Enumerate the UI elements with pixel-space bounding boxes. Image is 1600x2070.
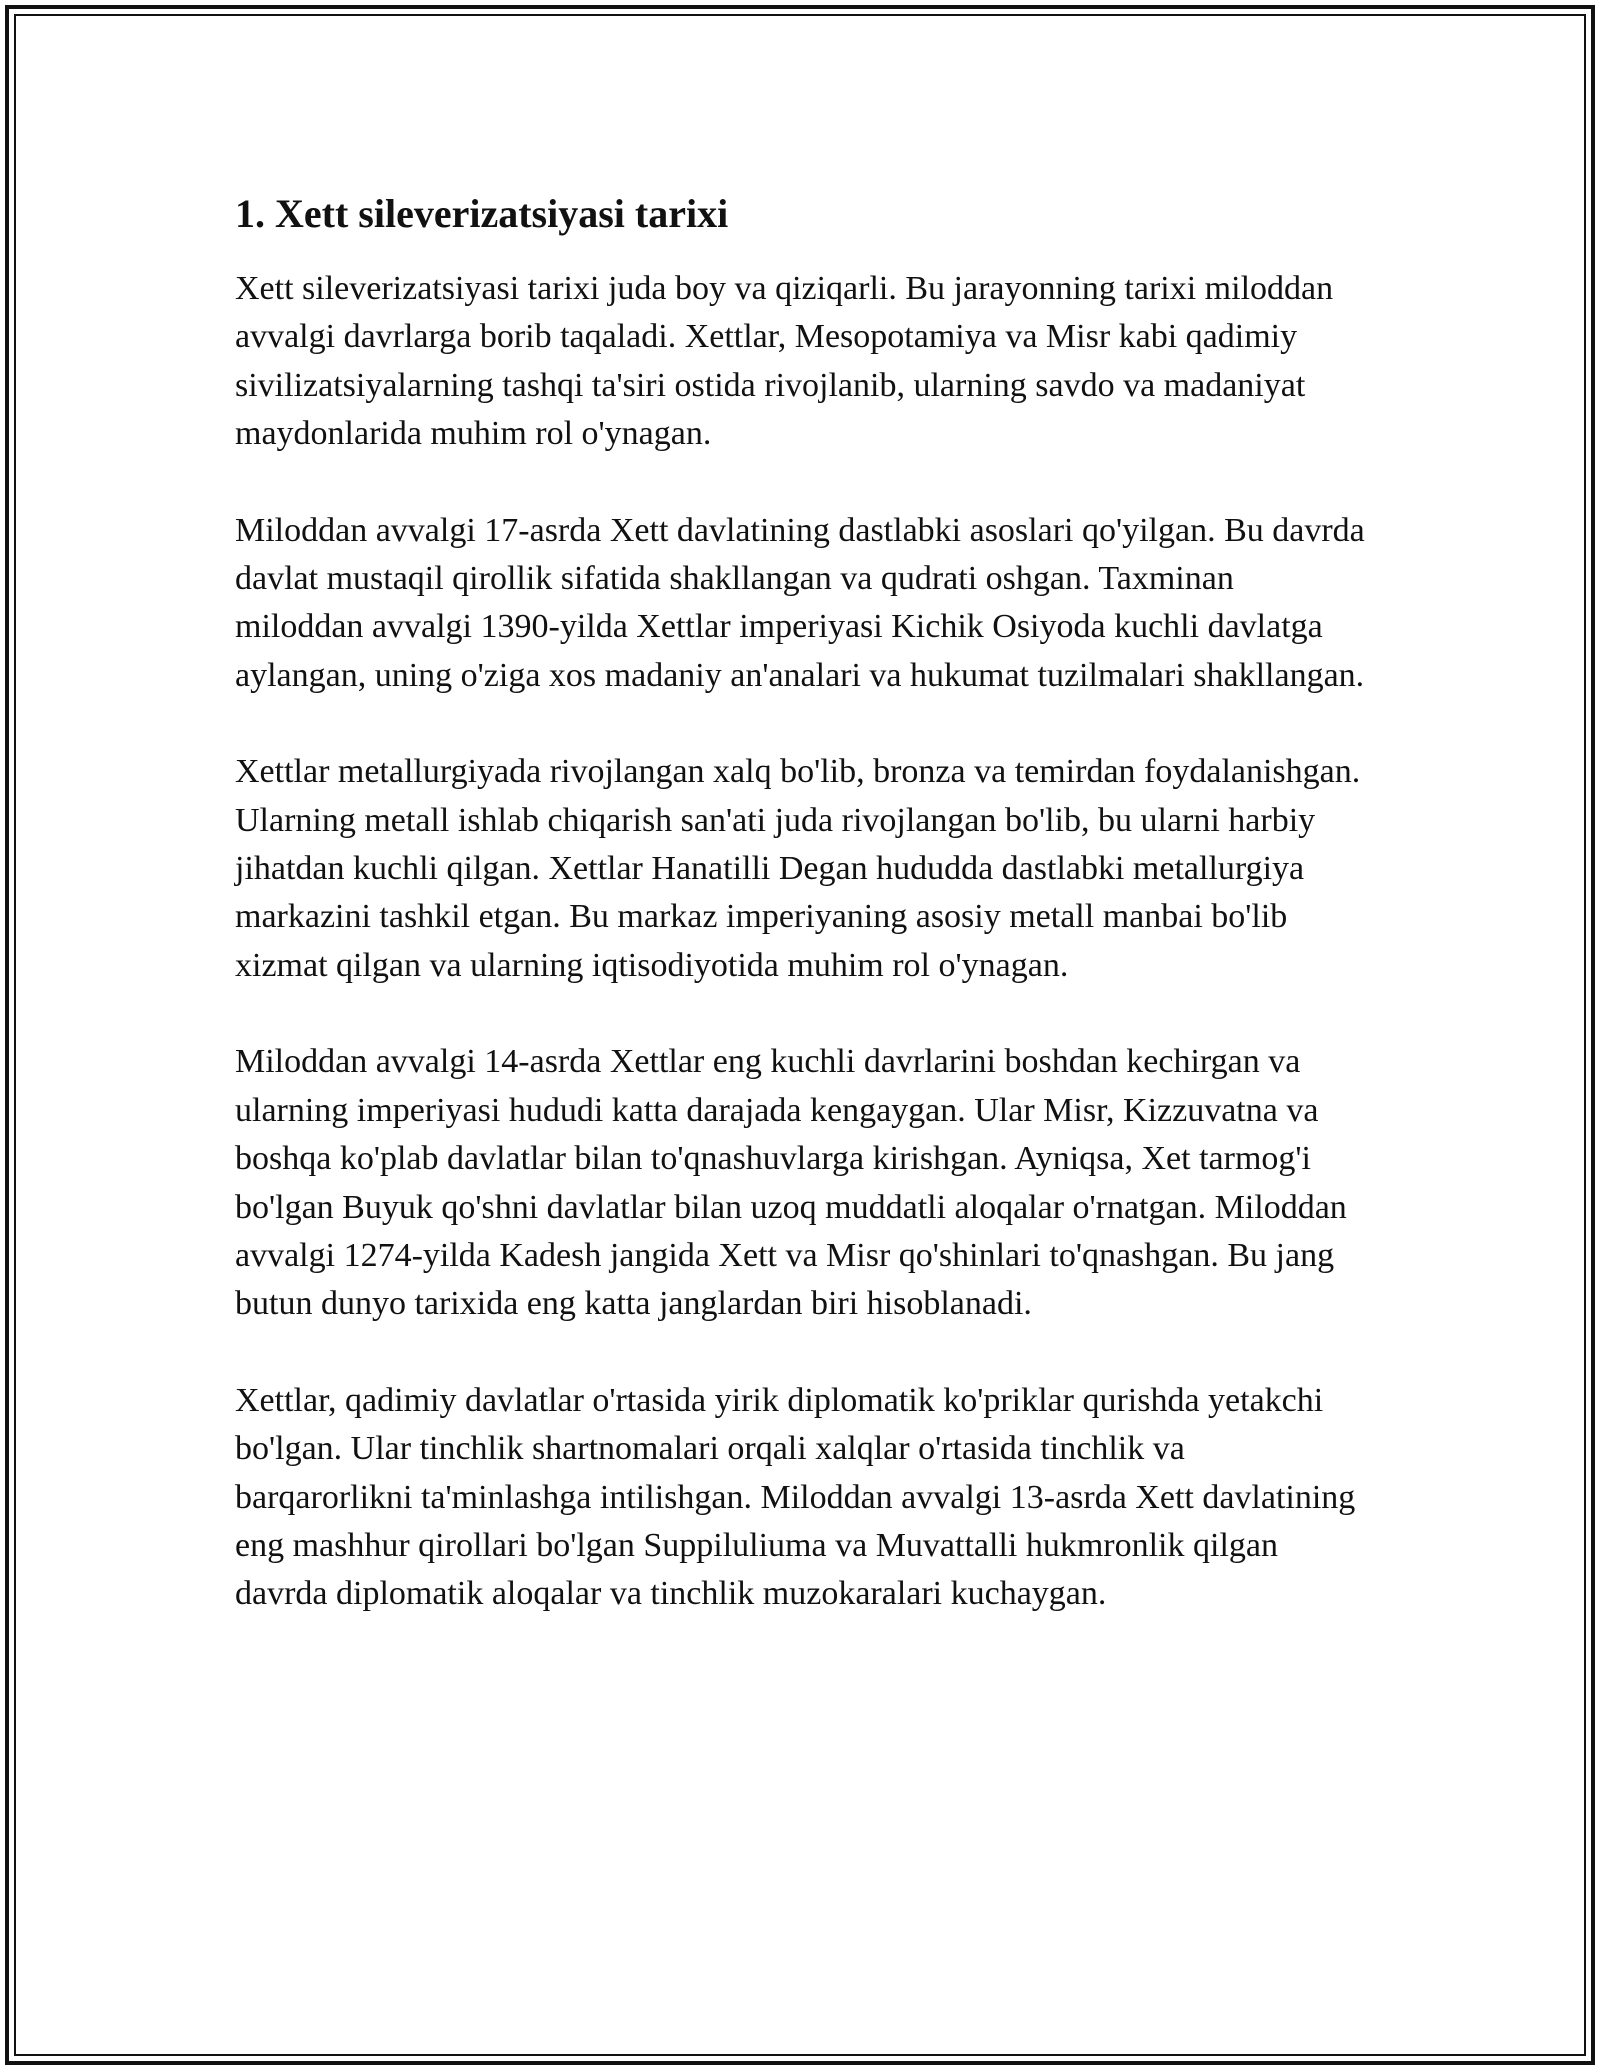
- paragraph-5: Xettlar, qadimiy davlatlar o'rtasida yirik diplomatik ko'priklar qurishda yetakchi bo'lgan. Ular tinchlik shartnomalari orqali xalqlar o'rtasida tinchlik va barqarorlikni ta'minlashga intilishgan. Miloddan avvalgi 13-asrda Xett davlatining eng mashhur qirollari bo'lgan Suppiluliuma va Muvattalli hukmronlik qilgan davrda diplomatik aloqalar va tinchlik muzokaralari kuchaygan.: [235, 1381, 1356, 1613]
- document-body: [235, 185, 1365, 1667]
- paragraph-2: Miloddan avvalgi 17-asrda Xett davlatining dastlabki asoslari qo'yilgan. Bu davrda davlat mustaqil qirollik sifatida shakllangan va qudrati oshgan. Taxminan miloddan avvalgi 1390-yilda Xettlar imperiyasi Kichik Osiyoda kuchli davlatga aylangan, uning o'ziga xos madaniy an'analari va hukumat tuzilmalari shakllangan.: [235, 511, 1365, 694]
- section-heading: 1. Xett sileverizatsiyasi tarixi: [235, 191, 729, 236]
- paragraph-3: Xettlar metallurgiyada rivojlangan xalq bo'lib, bronza va temirdan foydalanishgan. Ularning metall ishlab chiqarish san'ati juda rivojlangan bo'lib, bu ularni harbiy jihatdan kuchli qilgan. Xettlar Hanatilli Degan hududda dastlabki metallurgiya markazini tashkil etgan. Bu markaz imperiyaning asosiy metall manbai bo'lib xizmat qilgan va ularning iqtisodiyotida muhim rol o'ynagan.: [235, 753, 1361, 984]
- paragraph-4: Miloddan avvalgi 14-asrda Xettlar eng kuchli davrlarini boshdan kechirgan va ularning imperiyasi hududi katta darajada kengaygan. Ular Misr, Kizzuvatna va boshqa ko'plab davlatlar bilan to'qnashuvlarga kirishgan. Ayniqsa, Xet tarmog'i bo'lgan Buyuk qo'shni davlatlar bilan uzoq muddatli aloqalar o'rnatgan. Miloddan avvalgi 1274-yilda Kadesh jangida Xett va Misr qo'shinlari to'qnashgan. Bu jang butun dunyo tarixida eng katta janglardan biri hisoblanadi.: [235, 1043, 1347, 1323]
- paragraph-1: Xett sileverizatsiyasi tarixi juda boy va qiziqarli. Bu jarayonning tarixi miloddan avvalgi davrlarga borib taqaladi. Xettlar, Mesopotamiya va Misr kabi qadimiy sivilizatsiyalarning tashqi ta'siri ostida rivojlanib, ularning savdo va madaniyat maydonlarida muhim rol o'ynagan.: [235, 270, 1334, 453]
